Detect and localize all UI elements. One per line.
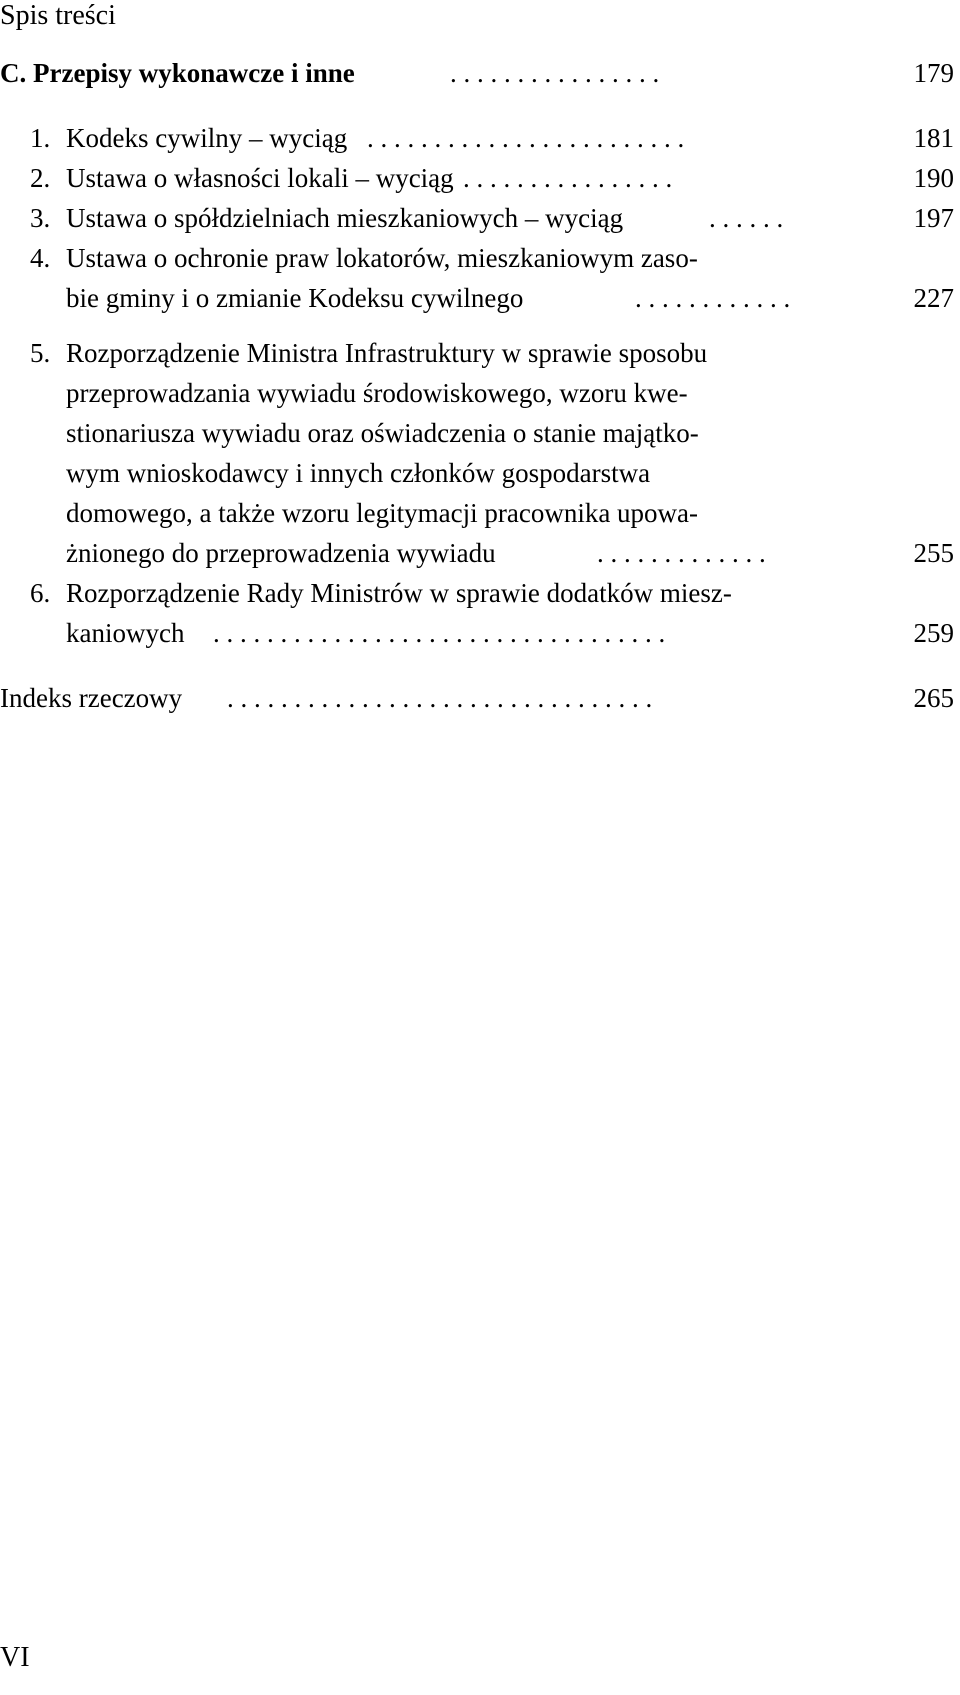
toc-entry-title-line: bie gminy i o zmianie Kodeksu cywilnego [66, 283, 524, 313]
toc-leader-dots: . . . . . . . . . . . . . . . . [463, 163, 673, 193]
toc-entry-row[interactable] [0, 578, 960, 658]
toc-entry-row[interactable] [0, 203, 960, 243]
toc-page-number: 181 [913, 123, 954, 153]
toc-entry-number: 6. [30, 578, 51, 608]
toc-entry-title-line: kaniowych [66, 618, 185, 648]
toc-leader-dots: . . . . . . . . . . . . . . . . . . . . . . . . . . . . . . . . . . [213, 618, 666, 648]
toc-entry-row[interactable] [0, 243, 960, 323]
toc-section-label: C. Przepisy wykonawcze i inne [0, 58, 355, 88]
toc-entry-title: Ustawa o własności lokali – wyciąg [66, 163, 454, 193]
toc-index-label: Indeks rzeczowy [0, 683, 183, 713]
toc-page-number: 255 [913, 538, 954, 568]
toc-entry-title-line: wym wnioskodawcy i innych członków gospodarstwa [66, 458, 651, 488]
toc-page-number: 197 [913, 203, 954, 233]
toc-entry-title: Ustawa o spółdzielniach mieszkaniowych – wyciąg [66, 203, 624, 233]
toc-page-number: 265 [913, 683, 954, 713]
toc-entry-row[interactable] [0, 338, 960, 578]
toc-entry-number: 4. [30, 243, 51, 273]
toc-entry-title-line: przeprowadzania wywiadu środowiskowego, wzoru kwe- [66, 378, 688, 408]
toc-entry-title-line: stionariusza wywiadu oraz oświadczenia o stanie majątko- [66, 418, 699, 448]
toc-page-number: 227 [913, 283, 954, 313]
toc-entry-title-line: domowego, a także wzoru legitymacji pracownika upowa- [66, 498, 699, 528]
toc-leader-dots: . . . . . . . . . . . . . . . . [450, 58, 660, 88]
page-header-title: Spis treści [0, 0, 116, 31]
toc-entry-number: 1. [30, 123, 51, 153]
toc-leader-dots: . . . . . . . . . . . . [635, 283, 791, 313]
toc-leader-dots: . . . . . . . . . . . . . . . . . . . . . . . . [367, 123, 685, 153]
toc-entry-title-line: Rozporządzenie Rady Ministrów w sprawie dodatków miesz- [66, 578, 732, 608]
toc-leader-dots: . . . . . . [709, 203, 784, 233]
toc-entry-title-line: żnionego do przeprowadzenia wywiadu [66, 538, 496, 568]
toc-entry-row[interactable] [0, 163, 960, 203]
toc-page-number: 259 [913, 618, 954, 648]
toc-page-number: 179 [913, 58, 954, 88]
toc-entry-number: 2. [30, 163, 51, 193]
toc-leader-dots: . . . . . . . . . . . . . . . . . . . . . . . . . . . . . . . . [227, 683, 653, 713]
toc-entry-title: Kodeks cywilny – wyciąg [66, 123, 348, 153]
toc-page-number: 190 [913, 163, 954, 193]
toc-section-row[interactable] [0, 58, 960, 98]
toc-entry-row[interactable] [0, 123, 960, 163]
toc-entry-number: 5. [30, 338, 51, 368]
toc-entry-title-line: Rozporządzenie Ministra Infrastruktury w sprawie sposobu [66, 338, 708, 368]
toc-entry-number: 3. [30, 203, 51, 233]
page-footer-number: VI [0, 1642, 30, 1673]
toc-leader-dots: . . . . . . . . . . . . . [597, 538, 766, 568]
toc-index-row[interactable] [0, 683, 960, 723]
toc-entry-title-line: Ustawa o ochronie praw lokatorów, mieszkaniowym zaso- [66, 243, 698, 273]
